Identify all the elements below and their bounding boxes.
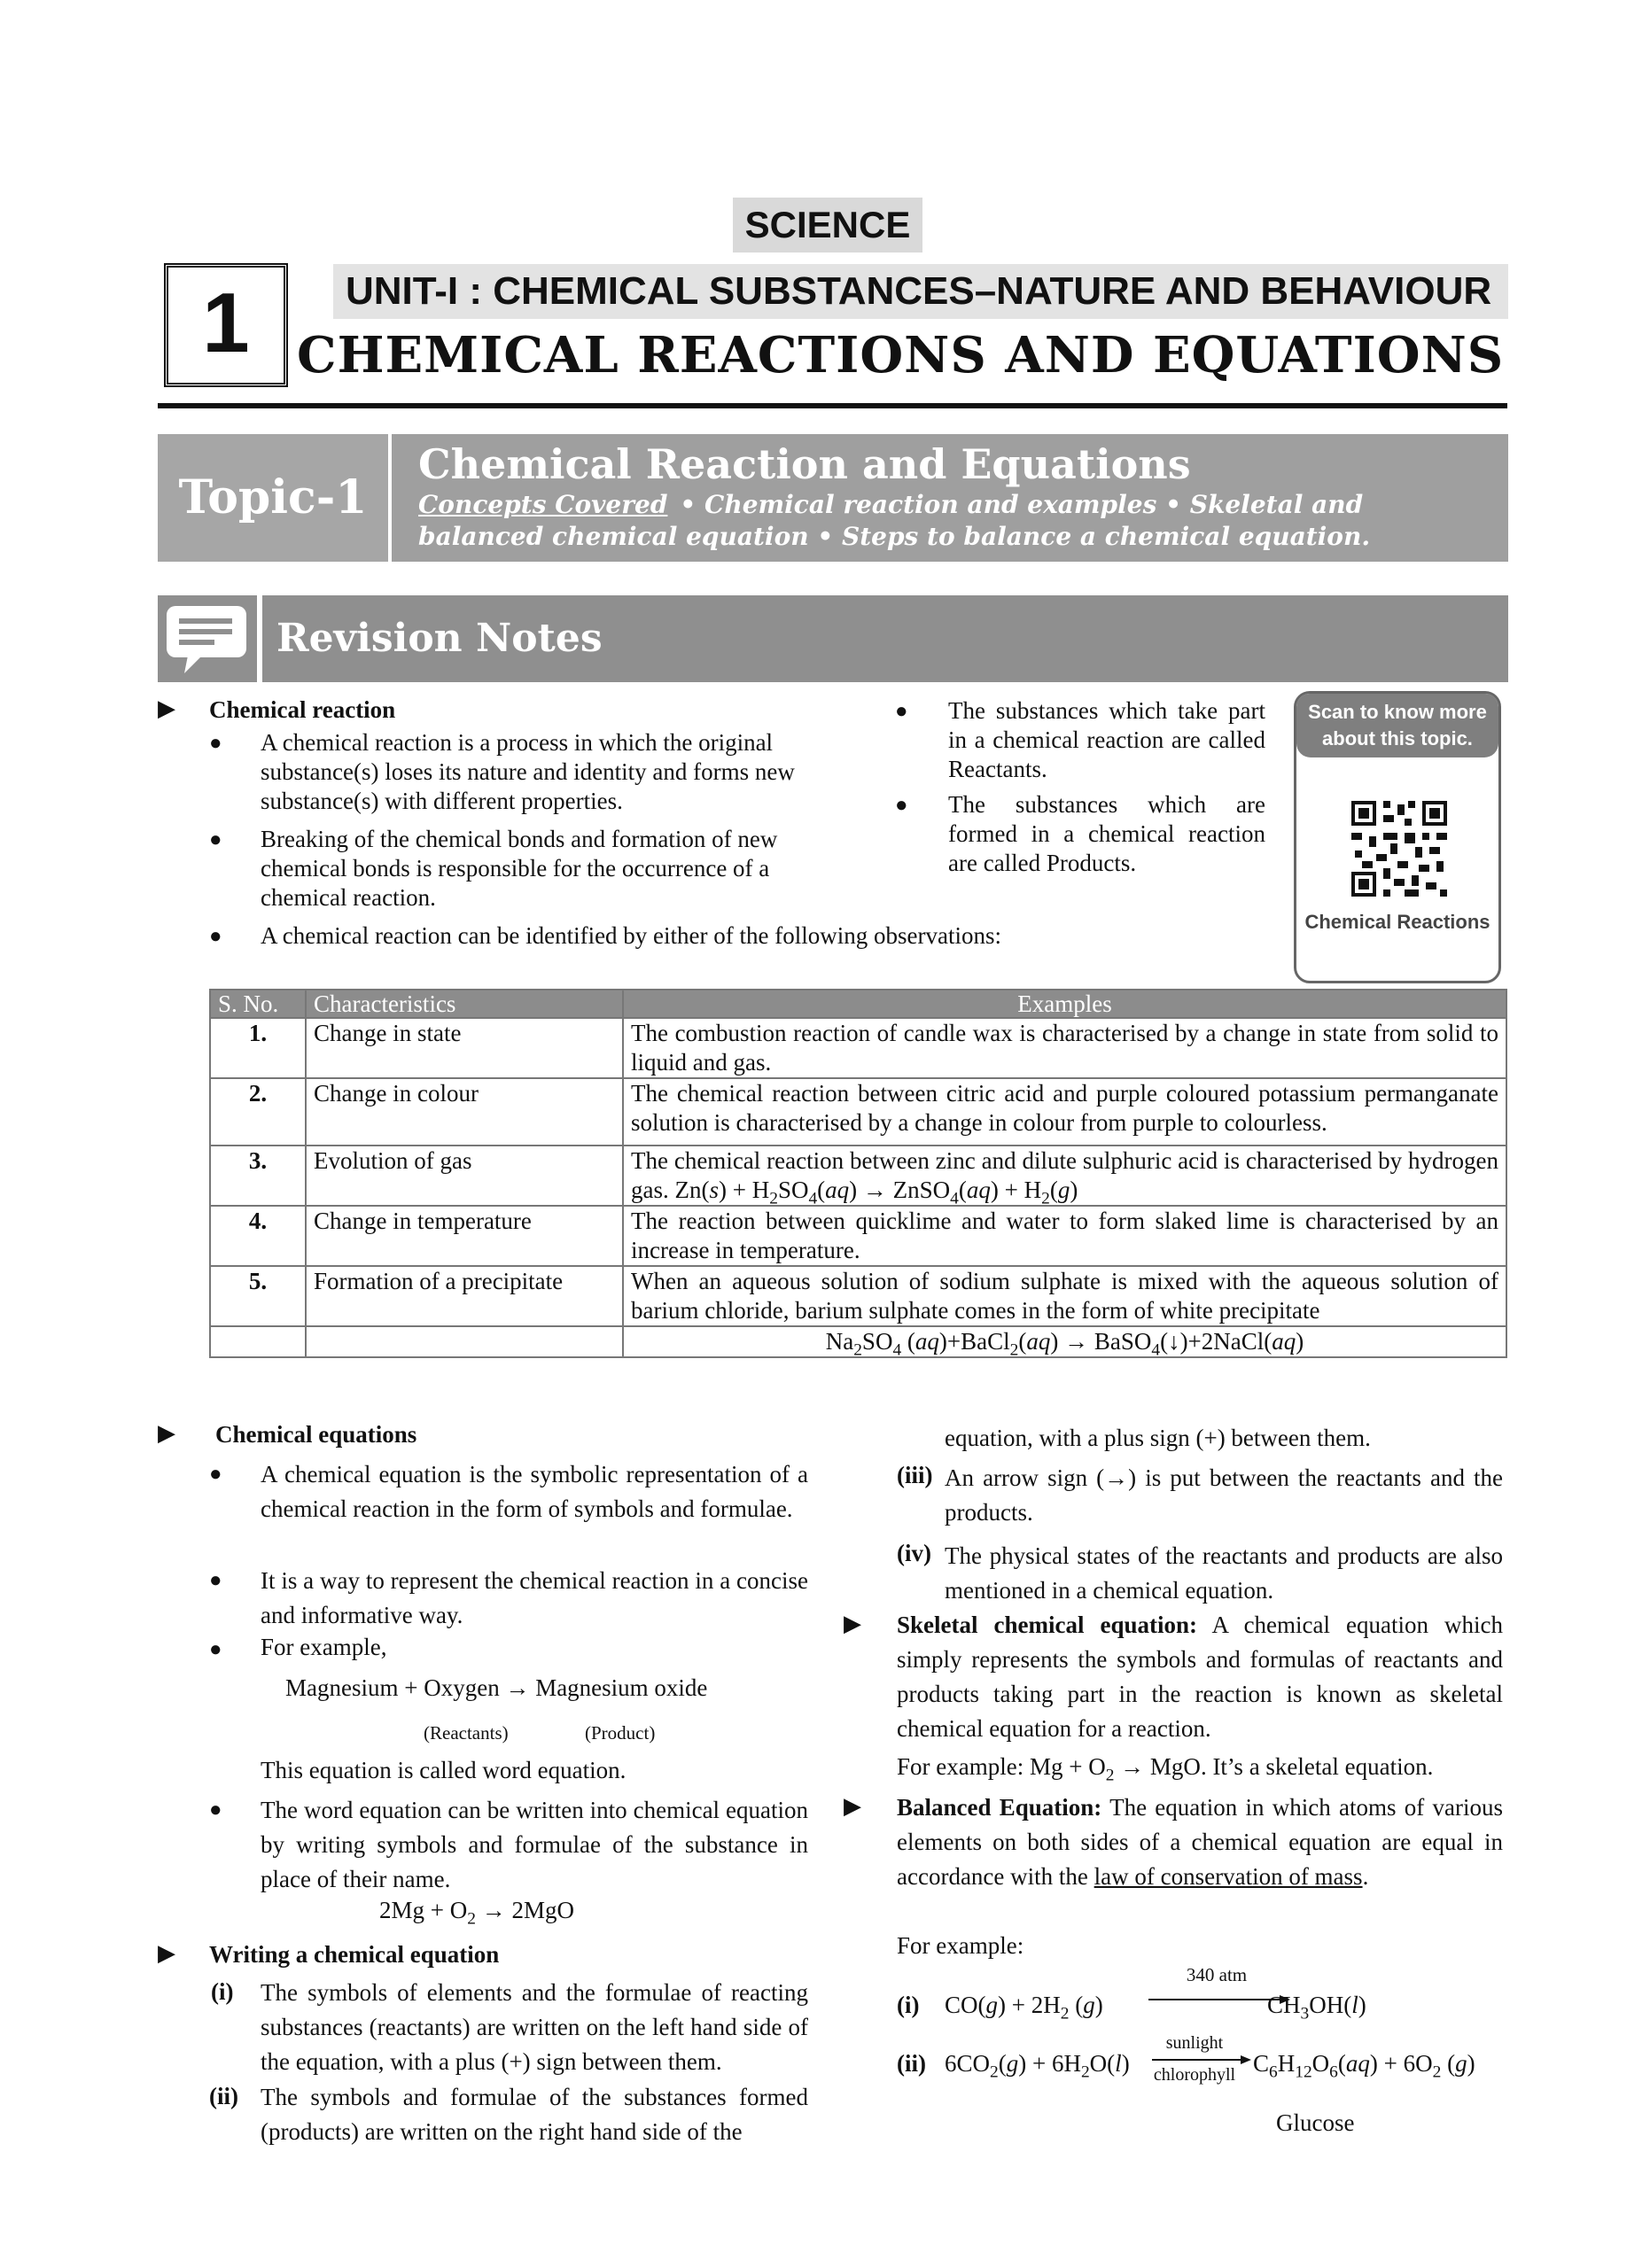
table-row	[210, 1266, 1506, 1326]
section-heading: Writing a chemical equation	[209, 1941, 500, 1968]
qr-code-icon[interactable]	[1348, 797, 1451, 905]
topic-concepts	[418, 489, 1482, 553]
table-header-row	[210, 990, 1506, 1018]
item-label: (i)	[897, 1992, 920, 2018]
item-text: The physical states of the reactants and products are also mentioned in a chemical equation.	[945, 1542, 1503, 1604]
skeletal-text: A chemical equation which simply represents the symbols and formulas of reactants and products taking part in the reaction is known as skeletal chemical equation for a reaction.	[897, 1612, 1503, 1742]
bullet-text: Breaking of the chemical bonds and formation of new chemical bonds is responsible for the occurrence of a chemical reaction.	[261, 826, 778, 911]
row-example: The combustion reaction of candle wax is characterised by a change in state from solid to liquid and gas.	[623, 1018, 1506, 1078]
bullet-icon: ●	[209, 732, 222, 755]
bullet-icon: ●	[209, 1463, 222, 1486]
equation-products: $C_6H_{12}O_6(aq) + 6O_2$ (g)	[1253, 2050, 1475, 2082]
concepts-covered-label: Concepts Covered	[418, 490, 668, 519]
item-label: (iv)	[897, 1540, 931, 1566]
bullet-text: The substances which take part in a chemical reaction are called Reactants.	[948, 697, 1265, 782]
row-characteristic: Change in state	[306, 1018, 623, 1078]
bullet-text: A chemical equation is the symbolic representation of a chemical reaction in the form of symbols and formulae.	[261, 1461, 808, 1522]
bullet-text: The substances which are formed in a chemical reaction are called Products.	[948, 791, 1265, 876]
skeletal-label: Skeletal chemical equation:	[897, 1612, 1198, 1638]
item-label: (ii)	[897, 2050, 926, 2077]
section-heading: Chemical equations	[215, 1421, 417, 1448]
item-text: The symbols and formulae of the substances formed (products) are written on the right hand side of the	[261, 2084, 808, 2145]
bullet-text: A chemical reaction is a process in which the original substance(s) loses its nature and identity and forms new substance(s) with different properties.	[261, 729, 795, 814]
row-example: When an aqueous solution of sodium sulphate is mixed with the aqueous solution of barium chloride, barium sulphate comes in the form of white precipitate	[623, 1266, 1506, 1326]
bullet-icon: ●	[895, 794, 908, 817]
bullet-icon: ●	[209, 925, 222, 948]
table-row	[210, 1078, 1506, 1146]
section-arrow-icon: ▶	[158, 695, 175, 721]
reaction-condition: chlorophyll	[1153, 2065, 1236, 2085]
bullet-icon: ●	[209, 1638, 222, 1661]
item-label: (iii)	[897, 1462, 933, 1488]
table-row	[210, 1146, 1506, 1206]
equation-reactants: $CO(g) + 2H_2$ (g)	[945, 1992, 1103, 2023]
header-rule	[158, 403, 1507, 408]
skeletal-example-suffix: . It’s a skeletal equation.	[1200, 1753, 1434, 1780]
reactants-label: (Reactants)	[424, 1722, 509, 1744]
bullet-text: It is a way to represent the chemical reaction in a concise and informative way.	[261, 1567, 808, 1628]
item-label: (i)	[211, 1978, 234, 2005]
bullet-icon: ●	[209, 1569, 222, 1592]
balanced-paragraph: Balanced Equation: The equation in which atoms of various elements on both sides of a chemical equation are equal in accordance with the law of conservation of mass.	[897, 1794, 1503, 1890]
skeletal-paragraph	[897, 1608, 1503, 1746]
table-row	[210, 1206, 1506, 1266]
law-link: law of conservation of mass	[1094, 1863, 1363, 1890]
row-number: 5.	[210, 1266, 306, 1326]
bullet-icon: ●	[895, 700, 908, 723]
column-header: Characteristics	[306, 990, 623, 1018]
section-arrow-icon: ▶	[158, 1420, 175, 1446]
bullet-text: For example,	[261, 1634, 387, 1660]
equation-reactants: $6CO_2(g) + 6H_2O(l)$	[945, 2050, 1130, 2082]
precipitate-equation: $Na_2SO_4$ (aq)+BaCl$_2$(aq) → BaSO$_4$(↓)+2NaCl(aq)	[623, 1326, 1506, 1357]
word-equation: Magnesium + Oxygen → Magnesium oxide	[285, 1674, 708, 1701]
chapter-title: CHEMICAL REACTIONS AND EQUATIONS	[297, 326, 1505, 384]
glucose-label: Glucose	[1276, 2109, 1355, 2136]
row-characteristic: Formation of a precipitate	[306, 1266, 623, 1326]
for-example-label: For example:	[897, 1932, 1024, 1959]
row-characteristic: Change in temperature	[306, 1206, 623, 1266]
product-label: (Product)	[585, 1722, 656, 1744]
topic-label: Topic-1	[158, 434, 388, 562]
row-example: The reaction between quicklime and water to form slaked lime is characterised by an increase in temperature.	[623, 1206, 1506, 1266]
topic-title: Chemical Reaction and Equations	[418, 440, 1191, 488]
column-header: S. No.	[210, 990, 306, 1018]
qr-panel[interactable]	[1294, 691, 1501, 983]
row-number: 3.	[210, 1146, 306, 1206]
row-characteristic: Change in colour	[306, 1078, 623, 1146]
revision-notes-title: Revision Notes	[262, 595, 1508, 682]
section-arrow-icon: ▶	[844, 1793, 861, 1819]
row-example	[623, 1146, 1506, 1206]
qr-caption: Chemical Reactions	[1304, 911, 1490, 933]
item-text: The symbols of elements and the formulae of reacting substances (reactants) are written on the left hand side of the equation, with a plus (+) sign between them.	[261, 1979, 808, 2075]
chapter-number: 1	[164, 263, 288, 387]
chat-note-icon	[158, 595, 257, 682]
item-label: (ii)	[209, 2083, 238, 2109]
qr-prompt: Scan to know more about this topic.	[1296, 694, 1498, 757]
bullet-text: The word equation can be written into chemical equation by writing symbols and formulae of the substance in place of their name.	[261, 1797, 808, 1892]
row-characteristic: Evolution of gas	[306, 1146, 623, 1206]
section-heading: Chemical reaction	[209, 696, 396, 723]
topic-panel	[392, 434, 1508, 562]
bullet-icon: ●	[209, 1798, 222, 1821]
item-text: An arrow sign (→) is put between the reactants and the products.	[945, 1464, 1503, 1526]
section-arrow-icon: ▶	[844, 1611, 861, 1636]
reaction-condition: sunlight	[1165, 2033, 1224, 2053]
subject-label: SCIENCE	[733, 198, 922, 252]
balanced-label: Balanced Equation:	[897, 1794, 1102, 1821]
reaction-condition: 340 atm	[1186, 1964, 1248, 1985]
example-text: The chemical reaction between zinc and dilute sulphuric acid is characterised by hydrogen gas.	[631, 1147, 1498, 1203]
magnesium-equation: $2Mg + O_2 \to 2MgO$	[379, 1897, 574, 1929]
item-text-continued: equation, with a plus sign (+) between them.	[945, 1425, 1371, 1451]
row-number: 2.	[210, 1078, 306, 1146]
zinc-equation: $Zn(s) + H_2SO_4(aq)$ → ZnSO$_4$(aq) + $H_2(g)$	[674, 1177, 1078, 1208]
word-equation-note: This equation is called word equation.	[261, 1757, 627, 1783]
table-row	[210, 1326, 1506, 1357]
column-header: Examples	[623, 990, 1506, 1018]
skeletal-example: For example: $Mg + O_2$ → MgO. It’s a skeletal equation.	[897, 1753, 1434, 1785]
bullet-text: A chemical reaction can be identified by either of the following observations:	[261, 922, 1001, 949]
concepts-list: • Chemical reaction and examples • Skeletal and balanced chemical equation • Steps to balance a chemical equation.	[418, 490, 1371, 551]
unit-title: UNIT-I : CHEMICAL SUBSTANCES–NATURE AND BEHAVIOUR	[333, 264, 1508, 319]
row-number: 1.	[210, 1018, 306, 1078]
bullet-icon: ●	[209, 828, 222, 851]
row-example: The chemical reaction between citric acid and purple coloured potassium permanganate solution is characterised by a change in colour from purple to colourless.	[623, 1078, 1506, 1146]
table-row	[210, 1018, 1506, 1078]
balanced-text: The equation in which atoms of various elements on both sides of a chemical equation are equal in accordance with the	[897, 1794, 1503, 1890]
section-arrow-icon: ▶	[158, 1940, 175, 1966]
row-number: 4.	[210, 1206, 306, 1266]
observations-table	[209, 989, 1507, 1358]
equation-products: $CH_3OH(l)$	[1267, 1992, 1366, 2023]
